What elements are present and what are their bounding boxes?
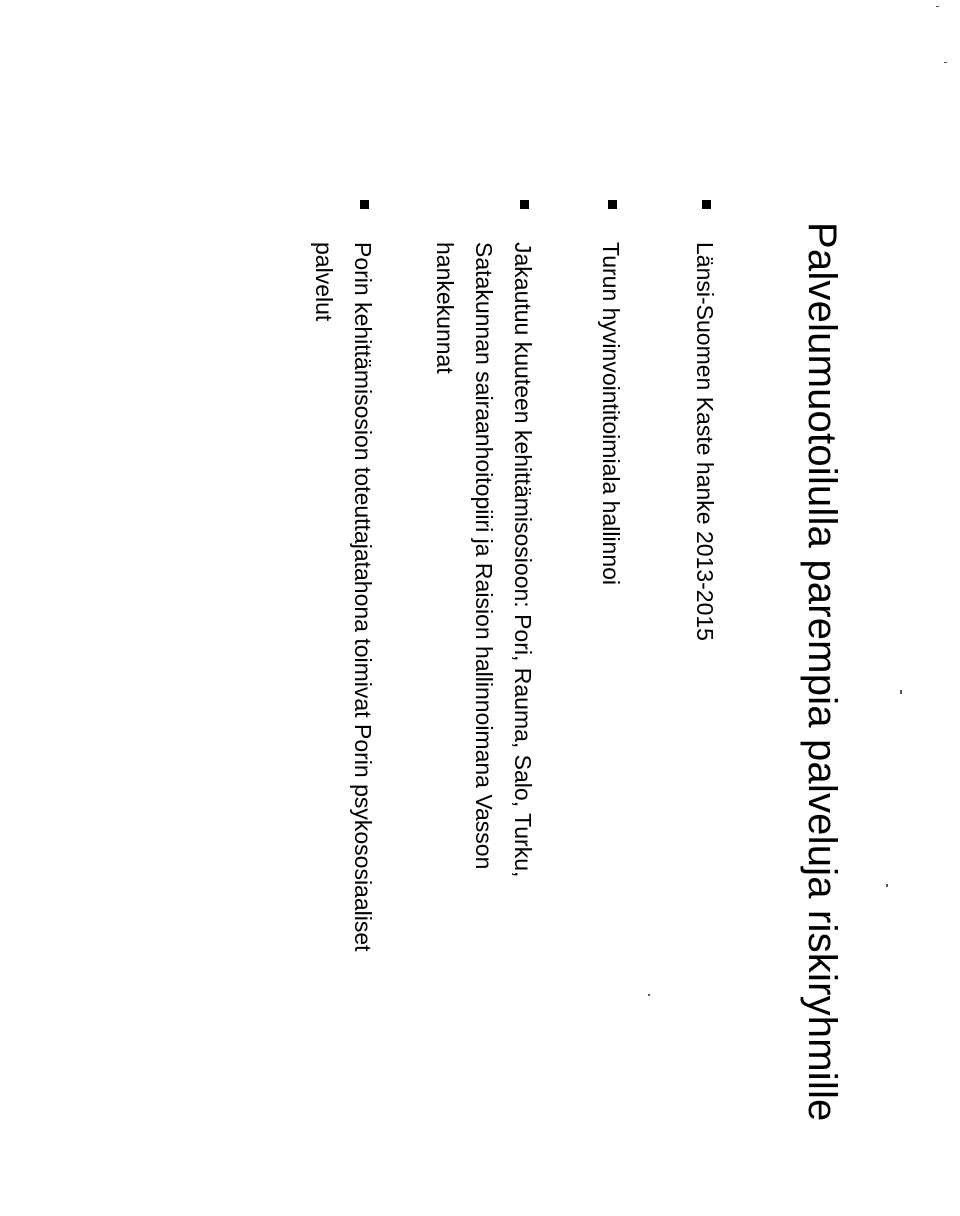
slide-title: Palvelumuotoilulla parempia palveluja riskiryhmille xyxy=(800,222,844,1122)
bullet-item xyxy=(591,200,630,1210)
bullet-item xyxy=(425,200,542,1210)
scan-speck xyxy=(648,994,650,996)
bullet-item xyxy=(304,200,382,1210)
square-bullet-icon xyxy=(520,200,529,209)
square-bullet-icon xyxy=(360,200,369,209)
bullet-text: Länsi-Suomen Kaste hanke 2013-2015 xyxy=(692,242,718,641)
square-bullet-icon xyxy=(608,200,617,209)
scan-speck xyxy=(936,6,939,7)
square-bullet-icon xyxy=(702,200,711,209)
scan-speck xyxy=(886,884,888,887)
bullet-text: Porin kehittämisosion toteuttajatahona toimivat Porin psykososiaaliset palvelut xyxy=(311,242,376,952)
scan-speck xyxy=(944,62,947,63)
bullet-text: Jakautuu kuuteen kehittämisosioon: Pori, Rauma, Salo, Turku, Satakunnan sairaanhoitopiiri ja Raision hallinnoimana Vasson hankekunnat xyxy=(432,242,536,878)
bullet-text: Turun hyvinvointitoimiala hallinnoi xyxy=(598,242,624,586)
bullet-item xyxy=(685,200,724,1210)
scan-speck xyxy=(900,690,902,694)
